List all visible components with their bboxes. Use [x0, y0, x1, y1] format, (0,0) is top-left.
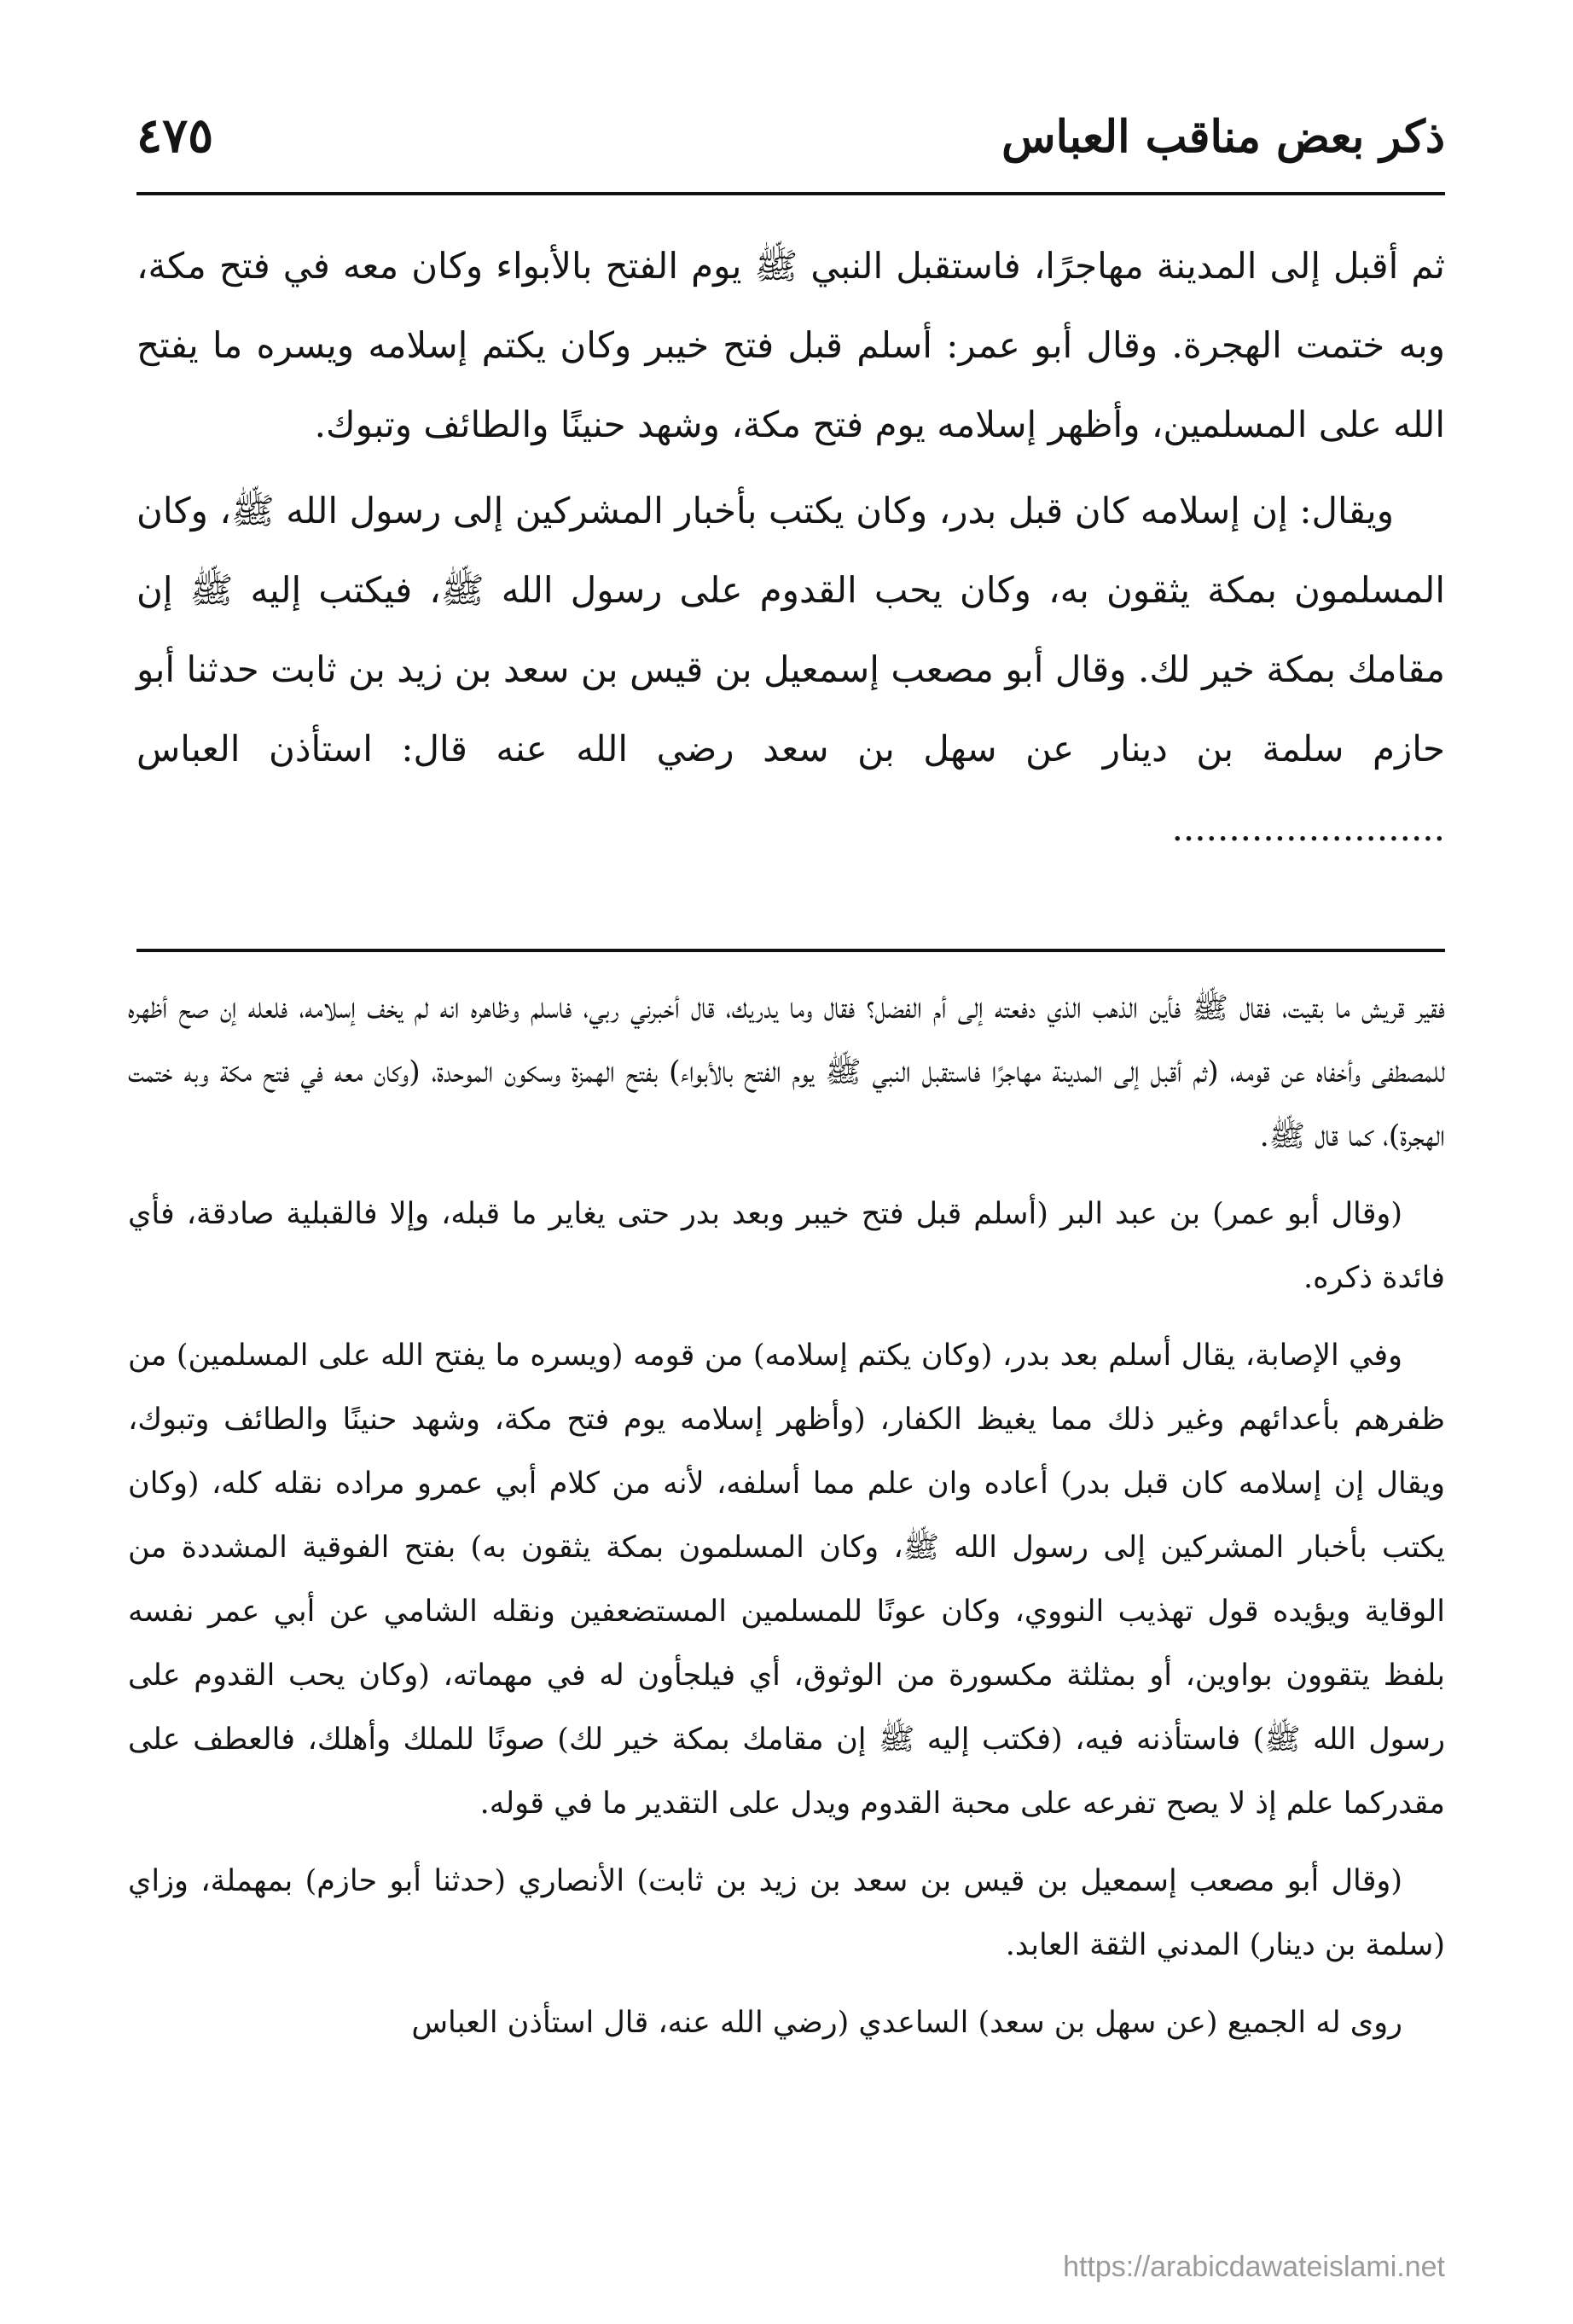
page-number: ٤٧٥: [136, 107, 214, 164]
main-paragraph: ثم أقبل إلى المدينة مهاجرًا، فاستقبل النبي ﷺ يوم الفتح بالأبواء وكان معه في فتح مكة، وبه ختمت الهجرة. وقال أبو عمر: أسلم قبل فتح خيبر وكان يكتم إسلامه ويسره ما يفتح الله على المسلمين، وأظهر إسلامه يوم فتح مكة، وشهد حنينًا والطائف وتبوك.: [136, 245, 1445, 445]
commentary-block: [128, 977, 1445, 2069]
commentary-paragraph: فقير قريش ما بقيت، فقال ﷺ فأين الذهب الذي دفعته إلى أم الفضل؟ فقال وما يدريك، قال أخبرني ربي، فاسلم وظاهره انه لم يخف إسلامه، فلعله إن صح أظهره للمصطفى وأخفاه عن قومه، (ثم أقبل إلى المدينة مهاجرًا فاستقبل النبي ﷺ يوم الفتح بالأبواء) بفتح الهمزة وسكون الموحدة، (وكان معه في فتح مكة وبه ختمت الهجرة)، كما قال ﷺ.: [128, 991, 1445, 1153]
commentary-paragraph: وفي الإصابة، يقال أسلم بعد بدر، (وكان يكتم إسلامه) من قومه (ويسره ما يفتح الله على المسلمين) من ظفرهم بأعدائهم وغير ذلك مما يغيظ الكفار، (وأظهر إسلامه يوم فتح مكة، وشهد حنينًا والطائف وتبوك، ويقال إن إسلامه كان قبل بدر) أعاده وان علم مما أسلفه، لأنه من كلام أبي عمرو مراده نقله كله، (وكان يكتب بأخبار المشركين إلى رسول الله ﷺ، وكان المسلمون بمكة يثقون به) بفتح الفوقية المشددة من الوقاية ويؤيده قول تهذيب النووي، وكان عونًا للمسلمين المستضعفين ونقله الشامي عن أبي عمر نفسه بلفظ يتقوون بواوين، أو بمثلثة مكسورة من الوثوق، أي فيلجأون له في مهماته، (وكان يحب القدوم على رسول الله ﷺ) فاستأذنه فيه، (فكتب إليه ﷺ إن مقامك بمكة خير لك) صونًا للملك وأهلك، فالعطف على مقدركما علم إذ لا يصح تفرعه على محبة القدوم ويدل على التقدير ما في قوله.: [128, 1339, 1445, 1821]
commentary-paragraph: (وقال أبو عمر) بن عبد البر (أسلم قبل فتح خيبر وبعد بدر حتى يغاير ما قبله، وإلا فالقبلية صادقة، فأي فائدة ذكره.: [128, 1197, 1445, 1295]
main-text-block: [136, 226, 1445, 874]
commentary-paragraph: (وقال أبو مصعب إسمعيل بن قيس بن سعد بن زيد بن ثابت) الأنصاري (حدثنا أبو حازم) بمهملة، وزاي (سلمة بن دينار) المدني الثقة العابد.: [128, 1864, 1445, 1962]
commentary-divider: [136, 949, 1445, 952]
header-divider: [136, 192, 1445, 195]
page-header: [136, 102, 1445, 188]
watermark-url: https://arabicdawateislami.net: [1063, 2251, 1445, 2283]
main-paragraph: ويقال: إن إسلامه كان قبل بدر، وكان يكتب بأخبار المشركين إلى رسول الله ﷺ، وكان المسلمون بمكة يثقون به، وكان يحب القدوم على رسول الله ﷺ، فيكتب إليه ﷺ إن مقامك بمكة خير لك. وقال أبو مصعب إسمعيل بن قيس بن سعد بن زيد بن ثابت حدثنا أبو حازم سلمة بن دينار عن سهل بن سعد رضي الله عنه قال: استأذن العباس ........................: [136, 490, 1445, 849]
commentary-paragraph: روى له الجميع (عن سهل بن سعد) الساعدي (رضي الله عنه، قال استأذن العباس: [411, 2006, 1402, 2040]
page-title: ذكر بعض مناقب العباس: [1001, 111, 1445, 163]
